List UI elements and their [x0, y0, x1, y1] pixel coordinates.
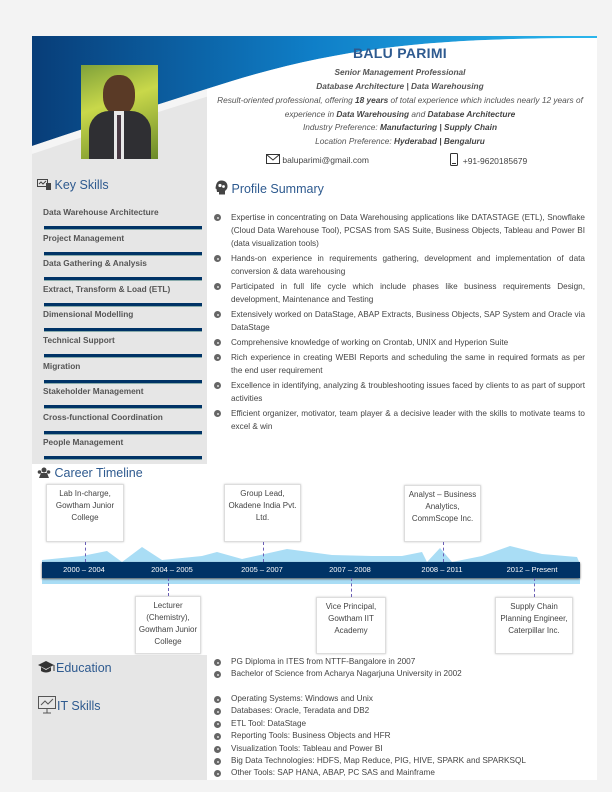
- bullet-item: [212, 705, 592, 717]
- bullet-icon: [214, 255, 221, 262]
- timeline-band: [42, 578, 580, 584]
- bullet-item: [212, 280, 585, 306]
- bullet-text: Extensively worked on DataStage, ABAP Extracts, Business Objects, SAP System and Oracle via DataStage: [231, 310, 585, 332]
- timeline-connector: [443, 542, 444, 562]
- bullet-icon: [214, 733, 221, 740]
- summary-da: Database Architecture: [427, 108, 516, 119]
- industry-preference: [210, 121, 590, 135]
- key-skill-item: Stakeholder Management: [43, 386, 144, 397]
- bullet-text: Databases: Oracle, Teradata and DB2: [231, 706, 370, 716]
- bullet-item: [212, 718, 592, 730]
- phone-text: +91-9620185679: [462, 156, 528, 166]
- graduation-cap-icon: [38, 661, 56, 673]
- timeline-role-box: Vice Principal, Gowtham IIT Academy: [316, 597, 386, 654]
- bullet-icon: [214, 758, 221, 765]
- key-skill-item: Migration: [43, 360, 81, 371]
- bullet-icon: [214, 721, 221, 728]
- timeline-mountains: [42, 540, 580, 564]
- email-text[interactable]: baluparimi@gmail.com: [282, 155, 369, 165]
- key-skill-item: Data Warehouse Architecture: [43, 207, 159, 217]
- bullet-icon: [214, 696, 221, 703]
- bullet-item: [212, 211, 585, 250]
- it-skills-title: IT Skills: [57, 699, 101, 713]
- key-skill-divider: [44, 277, 202, 281]
- summary-text: of total experience which includes nearly 12 years of experience in: [284, 95, 583, 119]
- key-skill-divider: [44, 405, 202, 409]
- bullet-item: [212, 767, 592, 779]
- bullet-text: Comprehensive knowledge of working on Crontab, UNIX and Hyperion Suite: [231, 338, 509, 347]
- bullet-text: ETL Tool: DataStage: [231, 718, 307, 728]
- education-heading: [38, 661, 112, 675]
- timeline-connector: [263, 542, 264, 562]
- bullet-text: PG Diploma in ITES from NTTF-Bangalore in 2007: [231, 657, 416, 666]
- industry-label: Industry Preference:: [302, 122, 380, 132]
- head-gears-icon: [215, 180, 228, 195]
- timeline-role-box: Analyst – Business Analytics, CommScope Inc.: [404, 485, 481, 542]
- summary-line: [210, 94, 590, 121]
- career-timeline-title: Career Timeline: [54, 466, 143, 480]
- candidate-name: BALU PARIMI: [352, 45, 448, 61]
- envelope-icon: [266, 154, 280, 164]
- key-skill-divider: [44, 328, 202, 332]
- timeline-period: 2012 – Present: [506, 565, 558, 574]
- bullet-item: [212, 379, 585, 405]
- location-label: Location Preference:: [315, 136, 395, 146]
- summary-dw: Data Warehousing: [336, 108, 410, 119]
- bullet-text: Excellence in identifying, analyzing & troubleshooting issues faced by clients to as part of support activities: [231, 381, 585, 403]
- education-title: Education: [56, 661, 112, 675]
- key-skill-item: Cross-functional Coordination: [43, 411, 163, 422]
- bullet-item: [212, 407, 585, 433]
- phone-icon: [450, 153, 458, 166]
- bullet-icon: [214, 410, 221, 417]
- it-skills-heading: [38, 696, 101, 714]
- timeline-connector: [534, 578, 535, 597]
- bullet-item: [212, 668, 592, 680]
- bullet-text: Participated in full life cycle which include phases like business requirements Design, development, Maintenance and Testing: [231, 282, 585, 304]
- bullet-text: Big Data Technologies: HDFS, Map Reduce, PIG, HIVE, SPARK and SPARKSQL: [231, 756, 526, 766]
- timeline-period: 2005 – 2007: [241, 565, 283, 574]
- key-skill-divider: [44, 252, 202, 256]
- key-skill-divider: [44, 354, 202, 358]
- key-skills-title: Key Skills: [54, 178, 109, 192]
- summary-years: 18 years: [355, 95, 389, 105]
- timeline-role-box: Lab In-charge, Gowtham Junior College: [46, 484, 124, 542]
- timeline-role-box: Lecturer (Chemistry), Gowtham Junior College: [135, 596, 201, 654]
- timeline-period: 2004 – 2005: [151, 565, 193, 574]
- bullet-icon: [214, 339, 221, 346]
- bullet-icon: [214, 214, 221, 221]
- summary-text: and: [409, 108, 428, 119]
- timeline-period: 2000 – 2004: [63, 565, 105, 574]
- bullet-icon: [214, 382, 221, 389]
- bullet-text: Visualization Tools: Tableau and Power BI: [231, 743, 383, 753]
- bullet-text: Bachelor of Science from Acharya Nagarjuna University in 2002: [231, 669, 462, 679]
- industry-value: Manufacturing | Supply Chain: [379, 122, 498, 132]
- people-icon: [37, 467, 51, 478]
- location-preference: [210, 135, 590, 149]
- key-skill-item: Technical Support: [43, 335, 115, 345]
- key-skills-heading: [37, 178, 109, 192]
- education-list: [212, 656, 592, 681]
- timeline-connector: [85, 542, 86, 562]
- professional-title: Senior Management Professional: [334, 67, 466, 77]
- timeline-connector: [351, 578, 352, 597]
- bullet-icon: [214, 746, 221, 753]
- email-contact[interactable]: [266, 154, 369, 165]
- timeline-connector: [168, 578, 169, 596]
- phone-contact: [450, 153, 527, 166]
- profile-summary-list: [212, 211, 585, 435]
- bullet-item: [212, 743, 592, 755]
- bullet-icon: [214, 283, 221, 290]
- key-skill-divider: [44, 303, 202, 307]
- key-skill-divider: [44, 226, 202, 230]
- bullet-item: [212, 656, 592, 668]
- timeline-role-box: Group Lead, Okadene India Pvt. Ltd.: [224, 484, 301, 542]
- bullet-icon: [214, 311, 221, 318]
- bullet-text: Rich experience in creating WEBI Reports and scheduling the same in required formats as per the end user requirement: [231, 353, 585, 375]
- bullet-icon: [214, 708, 221, 715]
- bullet-text: Efficient organizer, motivator, team player & a decisive leader with the skills to motivate teams to excel & win: [231, 409, 585, 431]
- bullet-item: [212, 252, 585, 278]
- timeline-role-box: Supply Chain Planning Engineer, Caterpillar Inc.: [495, 597, 573, 654]
- bullet-text: Reporting Tools: Business Objects and HFR: [231, 731, 391, 741]
- bullet-item: [212, 693, 592, 705]
- bullet-item: [212, 755, 592, 767]
- key-skill-item: Dimensional Modelling: [43, 309, 134, 320]
- profile-summary-heading: [215, 180, 324, 196]
- key-skill-item: Extract, Transform & Load (ETL): [43, 283, 171, 294]
- career-timeline-heading: [37, 466, 143, 480]
- profile-photo: [81, 65, 158, 159]
- summary-text: Result-oriented professional, offering: [217, 95, 356, 105]
- bullet-item: [212, 336, 585, 349]
- bullet-text: Operating Systems: Windows and Unix: [231, 694, 373, 703]
- skills-icon: [37, 179, 51, 190]
- bullet-icon: [214, 659, 221, 666]
- key-skill-item: Project Management: [43, 232, 125, 243]
- timeline-period: 2007 – 2008: [329, 565, 371, 574]
- bullet-item: [212, 351, 585, 377]
- bullet-text: Other Tools: SAP HANA, ABAP, PC SAS and Mainframe: [231, 768, 435, 778]
- bullet-item: [212, 308, 585, 334]
- bullet-text: Hands-on experience in requirements gathering, development and implementation of data conversion & data warehousing: [231, 254, 585, 276]
- profile-summary-title: Profile Summary: [231, 182, 324, 196]
- bullet-item: [212, 730, 592, 742]
- bullet-text: Expertise in concentrating on Data Warehousing applications like DATASTAGE (ETL), Snowflake (Cloud Data Warehouse Tool), PCSAS from SAS Suite, Business Objects, Tableau and Power BI (data visualization tools): [231, 213, 585, 248]
- presentation-chart-icon: [38, 696, 57, 714]
- key-skill-divider: [44, 380, 202, 384]
- bullet-icon: [214, 770, 221, 777]
- timeline-period: 2008 – 2011: [421, 565, 463, 574]
- key-skill-item: Data Gathering & Analysis: [43, 258, 147, 269]
- key-skill-divider: [44, 456, 202, 460]
- key-skill-item: People Management: [43, 437, 124, 448]
- key-skill-divider: [44, 431, 202, 435]
- location-value: Hyderabad | Bengaluru: [394, 136, 485, 146]
- professional-subtitle: Database Architecture | Data Warehousing: [316, 81, 484, 91]
- bullet-icon: [214, 354, 221, 361]
- bullet-icon: [214, 671, 221, 678]
- it-skills-list: [212, 693, 592, 780]
